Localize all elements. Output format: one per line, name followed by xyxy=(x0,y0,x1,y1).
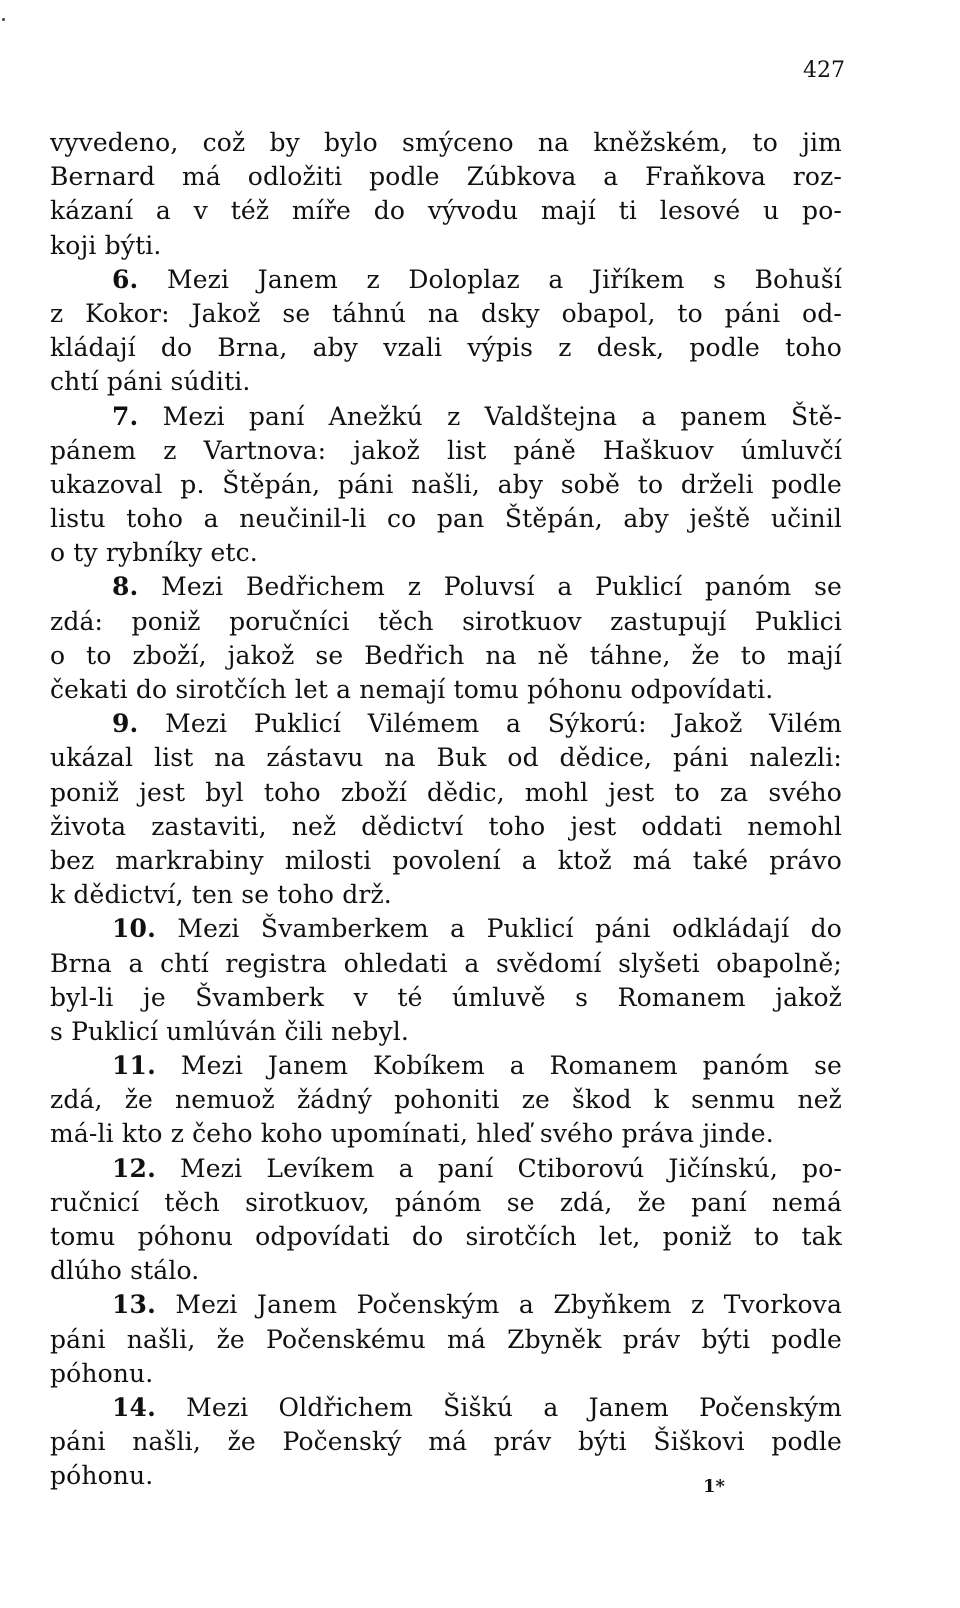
text-line xyxy=(50,468,842,502)
text-line xyxy=(50,1083,842,1117)
text-line xyxy=(50,502,842,536)
paragraph-number: 9. xyxy=(112,709,139,739)
text-line xyxy=(50,1117,842,1151)
text-line xyxy=(50,1254,842,1288)
line-text: vyvedeno, což by bylo smýceno na kněžském, to jim xyxy=(50,128,842,157)
text-line xyxy=(50,1015,842,1049)
text-line xyxy=(50,741,842,775)
line-text: Bernard má odložiti podle Zúbkova a Fraňkova roz- xyxy=(50,162,842,192)
body-text xyxy=(50,126,842,1494)
line-text: ukázal list na zástavu na Buk od dědice, páni nalezli: xyxy=(50,743,842,773)
line-text: s Puklicí umlúván čili nebyl. xyxy=(50,1016,410,1046)
line-text: z Kokor: Jakož se táhnú na dsky obapol, to páni od- xyxy=(50,298,842,328)
text-line xyxy=(50,844,842,878)
line-text: koji býti. xyxy=(50,230,162,260)
line-text: zdá: poniž poručníci těch sirotkuov zastupují Puklici xyxy=(50,606,842,636)
line-text: kládají do Brna, aby vzali výpis z desk, podle toho xyxy=(50,333,842,363)
paragraph-number: 6. xyxy=(112,264,139,294)
text-line xyxy=(50,639,842,673)
paragraph-number: 14. xyxy=(112,1392,156,1422)
text-line xyxy=(50,1425,842,1459)
paragraph-start-line xyxy=(50,1288,842,1322)
text-line xyxy=(50,1186,842,1220)
line-text: zdá, že nemuož žádný pohoniti ze škod k senmu než xyxy=(50,1085,842,1115)
text-line xyxy=(50,536,842,570)
text-line xyxy=(50,810,842,844)
line-text: dlúho stálo. xyxy=(50,1256,200,1286)
text-line xyxy=(50,673,842,707)
line-text: Mezi Janem z Doloplaz a Jiříkem s Bohuší xyxy=(138,264,842,294)
line-text: poniž jest byl toho zboží dědic, mohl jest to za svého xyxy=(50,777,842,807)
paragraph-start-line xyxy=(50,1152,842,1186)
text-line xyxy=(50,160,842,194)
text-line xyxy=(50,947,842,981)
paragraph-number: 11. xyxy=(112,1051,156,1081)
text-line xyxy=(50,981,842,1015)
paragraph-number: 7. xyxy=(112,401,139,431)
line-text: páni našli, že Počenskému má Zbyněk práv býti podle xyxy=(50,1324,842,1354)
text-line xyxy=(50,229,842,263)
paragraph-number: 13. xyxy=(112,1290,156,1320)
line-text: o ty rybníky etc. xyxy=(50,538,258,568)
line-text: Mezi Levíkem a paní Ctiborovú Jičínskú, po- xyxy=(155,1153,842,1183)
line-text: bez markrabiny milosti povolení a ktož má také právo xyxy=(50,845,842,875)
line-text: Mezi Oldřichem Šiškú a Janem Počenským xyxy=(155,1392,842,1422)
text-line xyxy=(50,331,842,365)
line-text: ukazoval p. Štěpán, páni našli, aby sobě to drželi podle xyxy=(50,469,842,499)
line-text: Mezi paní Anežkú z Valdštejna a panem Ště- xyxy=(138,401,842,431)
paragraph-start-line xyxy=(50,1391,842,1425)
line-text: páni našli, že Počenský má práv býti Šiškovi podle xyxy=(50,1427,842,1457)
line-text: tomu póhonu odpovídati do sirotčích let, poniž to tak xyxy=(50,1222,842,1251)
line-text: póhonu. xyxy=(50,1358,154,1388)
paragraph-start-line xyxy=(50,400,842,434)
line-text: Mezi Bedřichem z Poluvsí a Puklicí panóm se xyxy=(138,572,842,602)
line-text: listu toho a neučinil-li co pan Štěpán, aby ještě učinil xyxy=(50,504,842,534)
text-line xyxy=(50,1323,842,1357)
paragraph-start-line xyxy=(50,912,842,946)
paragraph-number: 8. xyxy=(112,572,139,602)
paragraph-number: 10. xyxy=(112,914,156,944)
line-text: kázaní a v též míře do vývodu mají ti lesové u po- xyxy=(50,196,842,226)
text-line xyxy=(50,1220,842,1254)
line-text: má-li kto z čeho koho upomínati, hleď svého práva jinde. xyxy=(50,1119,774,1149)
line-text: čekati do sirotčích let a nemají tomu póhonu odpovídati. xyxy=(50,675,774,704)
line-text: ručnicí těch sirotkuov, pánóm se zdá, že paní nemá xyxy=(50,1187,842,1217)
line-text: Mezi Puklicí Vilémem a Sýkorú: Jakož Vilém xyxy=(138,709,842,739)
text-line xyxy=(50,434,842,468)
line-text: života zastaviti, než dědictví toho jest oddati nemohl xyxy=(50,811,842,841)
text-line xyxy=(50,365,842,399)
paragraph-start-line xyxy=(50,1049,842,1083)
printer-signature-mark: 1* xyxy=(703,1476,725,1497)
text-line xyxy=(50,297,842,331)
paragraph-number: 12. xyxy=(112,1153,156,1183)
text-line xyxy=(50,878,842,912)
line-text: chtí páni súditi. xyxy=(50,367,251,397)
scan-speck xyxy=(2,18,5,21)
line-text: Mezi Janem Počenským a Zbyňkem z Tvorkova xyxy=(155,1290,842,1320)
line-text: byl-li je Švamberk v té úmluvě s Romanem jakož xyxy=(50,982,842,1012)
paragraph-start-line xyxy=(50,263,842,297)
text-line xyxy=(50,126,842,160)
line-text: o to zboží, jakož se Bedřich na ně táhne, že to mají xyxy=(50,640,842,670)
line-text: Mezi Janem Kobíkem a Romanem panóm se xyxy=(155,1051,842,1081)
line-text: k dědictví, ten se toho drž. xyxy=(50,880,392,910)
line-text: Mezi Švamberkem a Puklicí páni odkládají do xyxy=(155,914,842,944)
text-line xyxy=(50,776,842,810)
page-number: 427 xyxy=(803,58,845,83)
text-line xyxy=(50,605,842,639)
line-text: póhonu. xyxy=(50,1461,154,1491)
line-text: pánem z Vartnova: jakož list páně Haškuov úmluvčí xyxy=(50,435,842,465)
text-line xyxy=(50,1357,842,1391)
paragraph-start-line xyxy=(50,570,842,604)
paragraph-start-line xyxy=(50,707,842,741)
line-text: Brna a chtí registra ohledati a svědomí slyšeti obapolně; xyxy=(50,948,842,978)
text-line xyxy=(50,194,842,228)
